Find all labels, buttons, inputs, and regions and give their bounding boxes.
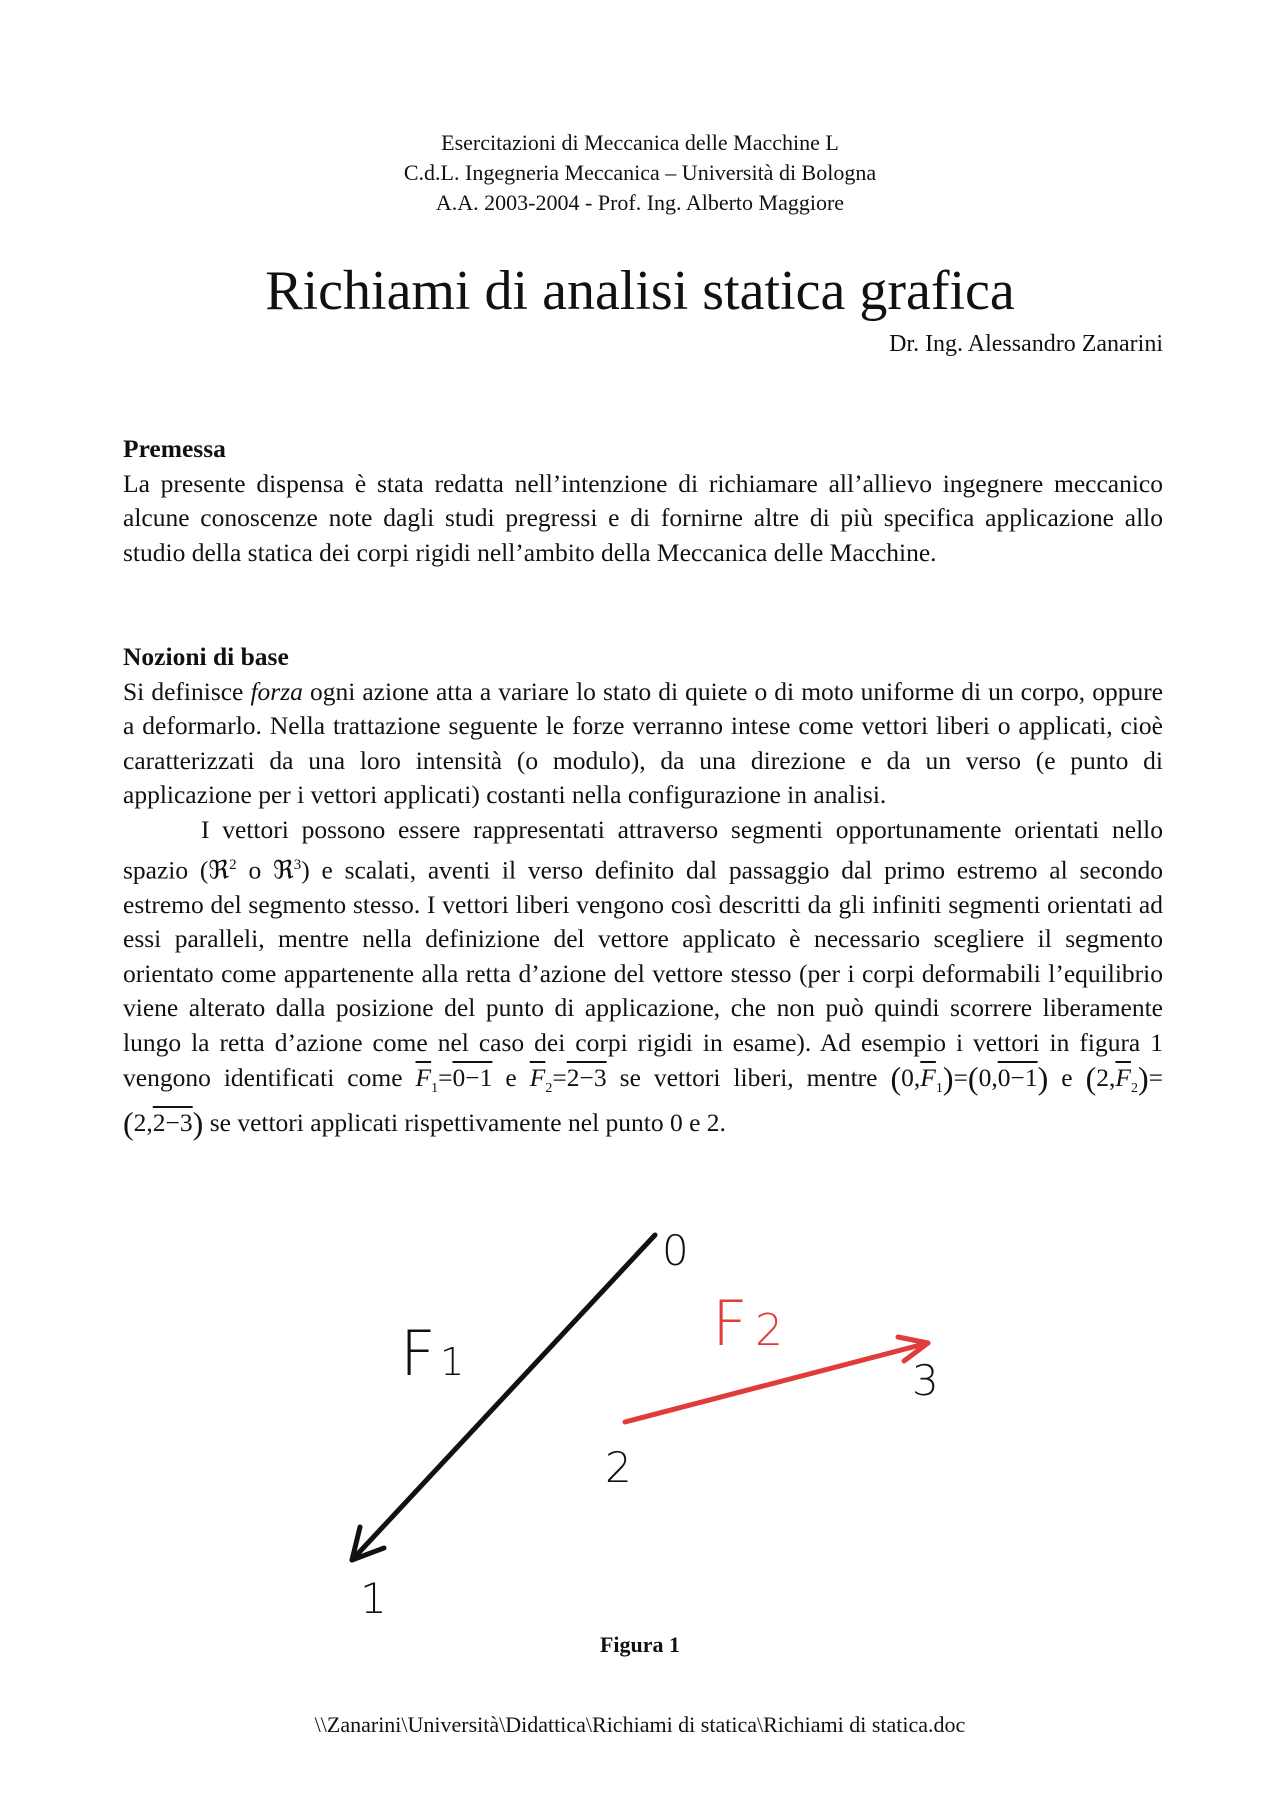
paragraph-vettori	[123, 813, 1163, 1141]
real-space-symbol: ℜ	[208, 855, 230, 885]
figure-caption: Figura 1	[599, 1632, 681, 1657]
formula-applied-vector-1	[890, 1059, 1049, 1096]
term-forza: forza	[250, 676, 303, 706]
author: Dr. Ing. Alessandro Zanarini	[889, 331, 1163, 357]
vector-symbol: $\overline{F}$	[1115, 1062, 1131, 1092]
text-run: 0,	[978, 1062, 998, 1092]
text-run: ogni azione atta a variare lo stato di quiete o di moto uniforme di un corpo, oppure a deformarlo. Nella trattazione seguente le forze verranno intese come vettori liberi o applicati, cioè caratterizzati da una loro intensità (o modulo), da una direzione e da un verso (e punto di applicazione per i vettori applicati) costanti nella configurazione in analisi.	[123, 676, 1163, 810]
vector-symbol: $\overline{F}$	[415, 1062, 432, 1092]
real-space-symbol: ℜ	[272, 855, 294, 885]
text-run: se vettori applicati rispettivamente nel punto 0 e 2.	[203, 1108, 726, 1138]
equals-sign: =	[953, 1062, 968, 1092]
text-run: o	[236, 855, 273, 885]
equals-sign: =	[1148, 1062, 1163, 1092]
paren: (	[1085, 1059, 1097, 1096]
paren: )	[1137, 1059, 1149, 1096]
header-line-2: C.d.L. Ingegneria Meccanica – Università di Bologna	[403, 160, 877, 185]
label-f1: F	[400, 1317, 436, 1390]
section-heading-nozioni: Nozioni di base	[123, 642, 289, 671]
text-run: 0,	[901, 1062, 921, 1092]
section-nozioni	[123, 640, 1163, 1141]
exponent: 3	[293, 856, 302, 873]
label-f1-subscript: 1	[440, 1340, 465, 1384]
paren: )	[192, 1105, 204, 1142]
paren: )	[942, 1059, 954, 1096]
header-line-1: Esercitazioni di Meccanica delle Macchine L	[441, 130, 839, 155]
course-header	[0, 128, 1280, 218]
paren: (	[123, 1105, 134, 1142]
header-line-3: A.A. 2003-2004 - Prof. Ing. Alberto Maggiore	[435, 190, 845, 215]
section-heading-premessa: Premessa	[123, 434, 226, 463]
conjunction: e	[1048, 1062, 1086, 1092]
section-premessa	[123, 432, 1163, 570]
paragraph-premessa: La presente dispensa è stata redatta nell’intenzione di richiamare all’allievo ingegnere meccanico alcune conoscenze note dagli studi pregressi e di fornirne altre di più specifica applicazione allo studio della statica dei corpi rigidi nell’ambito della Meccanica delle Macchine.	[123, 468, 1163, 567]
equals-sign: =	[552, 1062, 567, 1092]
label-f2: F	[712, 1287, 748, 1360]
subscript: 1	[935, 1080, 943, 1096]
vector-symbol: $\overline{F}$	[529, 1062, 546, 1092]
point-label-2: 2	[605, 1443, 632, 1492]
point-label-1: 1	[360, 1574, 387, 1623]
segment: 2−3	[566, 1062, 607, 1092]
subscript: 2	[1130, 1080, 1138, 1096]
segment: 2−3	[152, 1108, 193, 1138]
subscript: 1	[431, 1080, 439, 1096]
file-path-footer: \\Zanarini\Università\Didattica\Richiami di statica\Richiami di statica.doc	[314, 1712, 966, 1737]
text-run: I vettori possono essere rappresentati attraverso segmenti opportunamente orientati nello spazio (	[123, 814, 1163, 885]
figure-1-vectors	[300, 1215, 1000, 1635]
equals-sign: =	[438, 1062, 453, 1092]
point-label-3: 3	[912, 1356, 939, 1405]
text-run: ) e scalati, aventi il verso definito dal passaggio dal primo estremo al secondo estremo del segmento stesso. I vettori liberi vengono così descritti da gli infiniti segmenti orientati ad essi paralleli, mentre nella definizione del vettore applicato è necessario scegliere il segmento orientato come appartenente alla retta d’azione del vettore stesso (per i corpi deformabili l’equilibrio viene alterato dalla posizione del punto di applicazione, che non può quindi scorrere liberamente lungo la retta d’azione come nel caso dei corpi rigidi in esame). Ad esempio i vettori in figura 1 vengono identificati come	[123, 855, 1164, 1092]
point-label-0: 0	[662, 1226, 689, 1275]
paragraph-forza	[123, 675, 1163, 813]
subscript: 2	[545, 1080, 553, 1096]
paren: )	[1037, 1059, 1049, 1096]
conjunction: e	[492, 1062, 530, 1092]
document-title: Richiami di analisi statica grafica	[265, 260, 1015, 322]
vector-f1-line	[352, 1235, 655, 1560]
paren: (	[967, 1059, 979, 1096]
text-run: Si definisce	[123, 676, 251, 706]
formula-free-vectors	[415, 1062, 607, 1096]
paren: (	[890, 1059, 902, 1096]
text-run: 2,	[1096, 1062, 1116, 1092]
exponent: 2	[229, 856, 237, 873]
text-run: 2,	[133, 1108, 153, 1138]
segment: 0−1	[997, 1062, 1038, 1092]
text-run: se vettori liberi, mentre	[606, 1062, 891, 1092]
segment: 0−1	[452, 1062, 493, 1092]
label-f2-subscript: 2	[755, 1305, 783, 1356]
vector-symbol: $\overline{F}$	[920, 1062, 936, 1092]
